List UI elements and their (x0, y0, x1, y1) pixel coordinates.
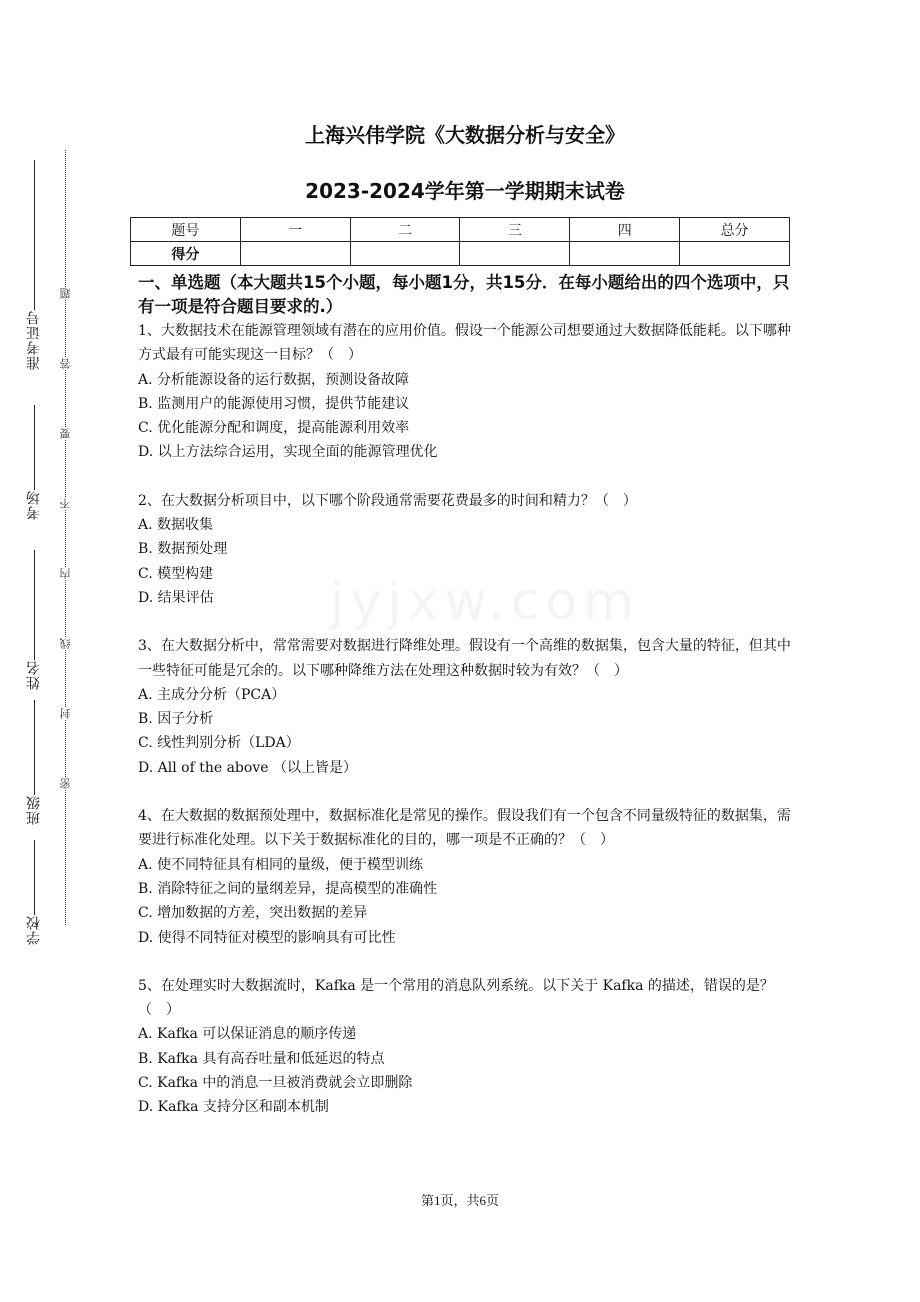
field-label-exam-number: 准考证号 (26, 310, 42, 370)
score-table-header: 二 (350, 218, 460, 242)
option-c: C. 线性判别分析（LDA） (138, 735, 300, 752)
field-line (34, 160, 35, 310)
score-table-header-row (131, 218, 790, 242)
field-label-school: 学校 (26, 915, 42, 945)
option-a: A. 主成分分析（PCA） (138, 686, 286, 703)
score-table-header: 总分 (680, 218, 790, 242)
exam-title: 上海兴伟学院《大数据分析与安全》 (305, 123, 625, 147)
page-footer: 第1页，共6页 (420, 1193, 499, 1208)
option-b: B. 因子分析 (138, 711, 214, 728)
section-heading: 一、单选题（本大题共15个小题，每小题1分，共15分．在每小题给出的四个选项中，只有一项是符合题目要求的.） (138, 273, 790, 316)
option-c: C. 模型构建 (138, 565, 214, 582)
score-cell[interactable] (570, 242, 680, 266)
question-stem: 3、在大数据分析中，常常需要对数据进行降维处理。假设有一个高维的数据集，包含大量的特征，但其中一些特征可能是冗余的。以下哪种降维方法在处理这种数据时较为有效？（ ） (138, 638, 791, 679)
option-b: B. Kafka 具有高吞吐量和低延迟的特点 (138, 1050, 385, 1067)
seal-char: 题 (59, 288, 72, 299)
question-stem: 2、在大数据分析项目中，以下哪个阶段通常需要花费最多的时间和精力？（ ） (138, 492, 637, 509)
option-a: A. 数据收集 (138, 517, 214, 534)
spacer (138, 610, 792, 634)
option-c: C. Kafka 中的消息一旦被消费就会立即删除 (138, 1075, 413, 1092)
score-cell[interactable] (240, 242, 350, 266)
score-row-label: 得分 (131, 242, 241, 266)
field-name (22, 550, 46, 690)
score-cell[interactable] (460, 242, 570, 266)
score-table-header: 三 (460, 218, 570, 242)
option-a: A. 分析能源设备的运行数据，预测设备故障 (138, 371, 410, 388)
field-class (22, 700, 46, 825)
score-cell[interactable] (680, 242, 790, 266)
seal-char: 封 (59, 708, 72, 719)
field-label-exam-room: 考场 (26, 490, 42, 520)
seal-char: 不 (59, 498, 72, 509)
spacer (138, 465, 792, 489)
option-d: D. 使得不同特征对模型的影响具有可比性 (138, 929, 396, 946)
option-d: D. 以上方法综合运用，实现全面的能源管理优化 (138, 444, 438, 461)
question-stem: 5、在处理实时大数据流时，Kafka 是一个常用的消息队列系统。以下关于 Kafka 的描述，错误的是？（ ） (138, 977, 774, 1019)
field-line (34, 840, 35, 915)
spacer (138, 950, 792, 974)
question-5 (138, 974, 792, 1120)
exam-page (138, 118, 792, 1120)
score-table-header: 一 (240, 218, 350, 242)
option-d: D. All of the above （以上皆是） (138, 759, 357, 776)
question-4 (138, 804, 792, 950)
field-exam-number (22, 160, 46, 370)
option-b: B. 消除特征之间的量纲差异，提高模型的准确性 (138, 880, 438, 897)
question-stem: 1、大数据技术在能源管理领域有潜在的应用价值。假设一个能源公司想要通过大数据降低能耗。以下哪种方式最有可能实现这一目标？（ ） (138, 323, 791, 364)
seal-char: 内 (59, 568, 72, 579)
seal-char: 要 (59, 428, 72, 439)
binding-margin (22, 140, 62, 960)
option-c: C. 增加数据的方差，突出数据的差异 (138, 905, 368, 922)
option-a: A. 使不同特征具有相同的量级，便于模型训练 (138, 856, 424, 873)
option-d: D. Kafka 支持分区和副本机制 (138, 1099, 329, 1116)
seal-char: 答 (59, 358, 72, 369)
field-line (34, 700, 35, 795)
seal-char: 密 (59, 778, 72, 789)
seal-char: 线 (59, 638, 72, 649)
field-exam-room (22, 405, 46, 520)
score-table-score-row (131, 242, 790, 266)
field-label-class: 班级 (26, 795, 42, 825)
option-c: C. 优化能源分配和调度，提高能源利用效率 (138, 420, 410, 437)
field-line (34, 405, 35, 490)
score-table-header: 题号 (131, 218, 241, 242)
score-cell[interactable] (350, 242, 460, 266)
field-school (22, 840, 46, 945)
question-2 (138, 489, 792, 610)
question-1 (138, 319, 792, 465)
seal-dotted-line (65, 150, 66, 925)
field-line (34, 550, 35, 660)
score-table-header: 四 (570, 218, 680, 242)
question-3 (138, 634, 792, 780)
option-a: A. Kafka 可以保证消息的顺序传递 (138, 1026, 357, 1043)
option-b: B. 数据预处理 (138, 541, 228, 558)
score-table (130, 217, 790, 266)
option-b: B. 监测用户的能源使用习惯，提供节能建议 (138, 395, 410, 412)
question-stem: 4、在大数据的数据预处理中，数据标准化是常见的操作。假设我们有一个包含不同量级特征的数据集，需要进行标准化处理。以下关于数据标准化的目的，哪一项是不正确的？（ ） (138, 808, 791, 849)
field-label-name: 姓名 (26, 660, 42, 690)
spacer (138, 780, 792, 804)
exam-subtitle: 2023-2024学年第一学期期末试卷 (305, 179, 625, 203)
option-d: D. 结果评估 (138, 589, 214, 606)
